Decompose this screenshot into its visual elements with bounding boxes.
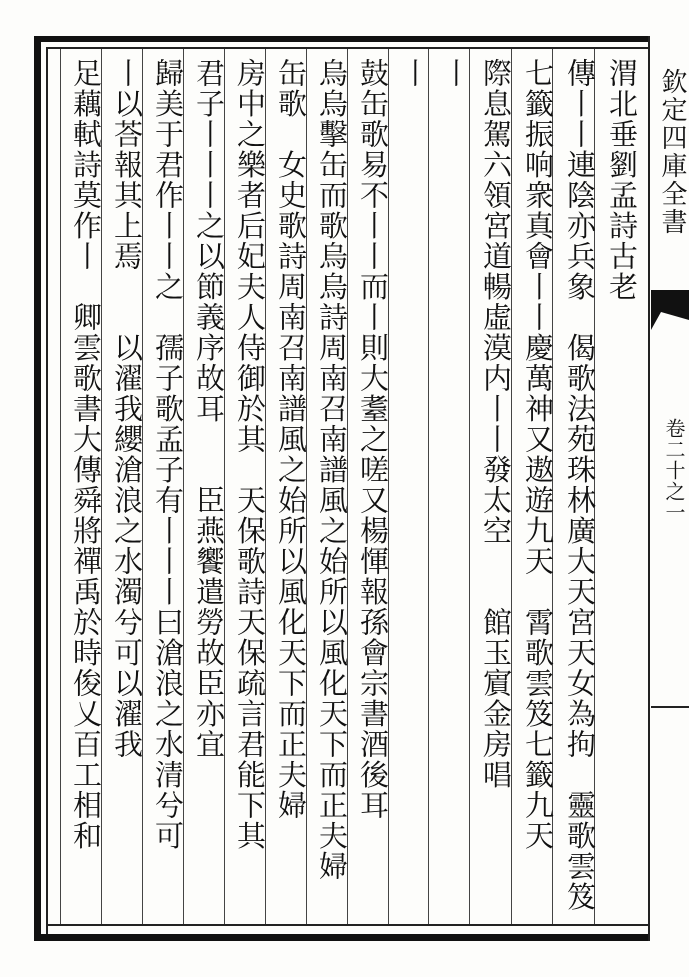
text-column: 傳丨丨連陰亦兵象 偈歌法苑珠林廣大天宮天女為拘 靈歌雲笈 bbox=[563, 58, 597, 912]
frame-top-border bbox=[38, 36, 650, 42]
text-column: 丨以荅報其上焉 以濯我纓滄浪之水濁兮可以濯我 bbox=[110, 58, 144, 760]
text-column: 房中之樂者后妃夫人侍御於其 天保歌詩天保疏言君能下其 bbox=[233, 58, 267, 851]
text-column: 鼓缶歌易不丨丨而丨則大耋之嗟又楊惲報孫會宗書酒後耳 bbox=[356, 58, 390, 821]
text-column: 際息駕六領宮道暢虛漠内丨丨發太空 館玉賔金房唱 bbox=[479, 58, 513, 790]
text-column: 丨 bbox=[438, 58, 472, 89]
text-column bbox=[48, 58, 64, 924]
frame-top-inner-border bbox=[48, 47, 650, 49]
text-column: 烏烏擊缶而歌烏烏詩周南召南譜風之始所以風化天下而正夫婦 bbox=[315, 58, 349, 882]
text-column: 君子丨丨丨之以節義序故耳 臣燕饗遣勞故臣亦宜 bbox=[192, 58, 226, 760]
frame-left-border bbox=[34, 36, 41, 941]
frame-bottom-border bbox=[34, 934, 650, 941]
text-column: 足藕軾詩莫作丨 卿雲歌書大傳舜將禪禹於時俊乂百工相和 bbox=[69, 58, 103, 851]
volume-label: 卷二十之一 bbox=[662, 418, 686, 523]
text-column: 缶歌 女史歌詩周南召南譜風之始所以風化天下而正夫婦 bbox=[274, 58, 308, 821]
text-column: 丨 bbox=[397, 58, 431, 89]
text-column: 七籤振响衆真會丨丨慶萬神又遨遊九天 霄歌雲笈七籤九天 bbox=[521, 58, 555, 851]
fold-line bbox=[648, 36, 650, 941]
text-column: 渭北垂劉孟詩古老 bbox=[605, 58, 639, 302]
fold-rule bbox=[651, 706, 689, 708]
frame-bottom-inner-border bbox=[46, 924, 650, 926]
collection-title: 欽定四庫全書 bbox=[657, 68, 687, 236]
fishtail-mark bbox=[651, 290, 689, 330]
text-column: 歸美于君作丨丨之 孺子歌孟子有丨丨丨曰滄浪之水清兮可 bbox=[151, 58, 185, 851]
